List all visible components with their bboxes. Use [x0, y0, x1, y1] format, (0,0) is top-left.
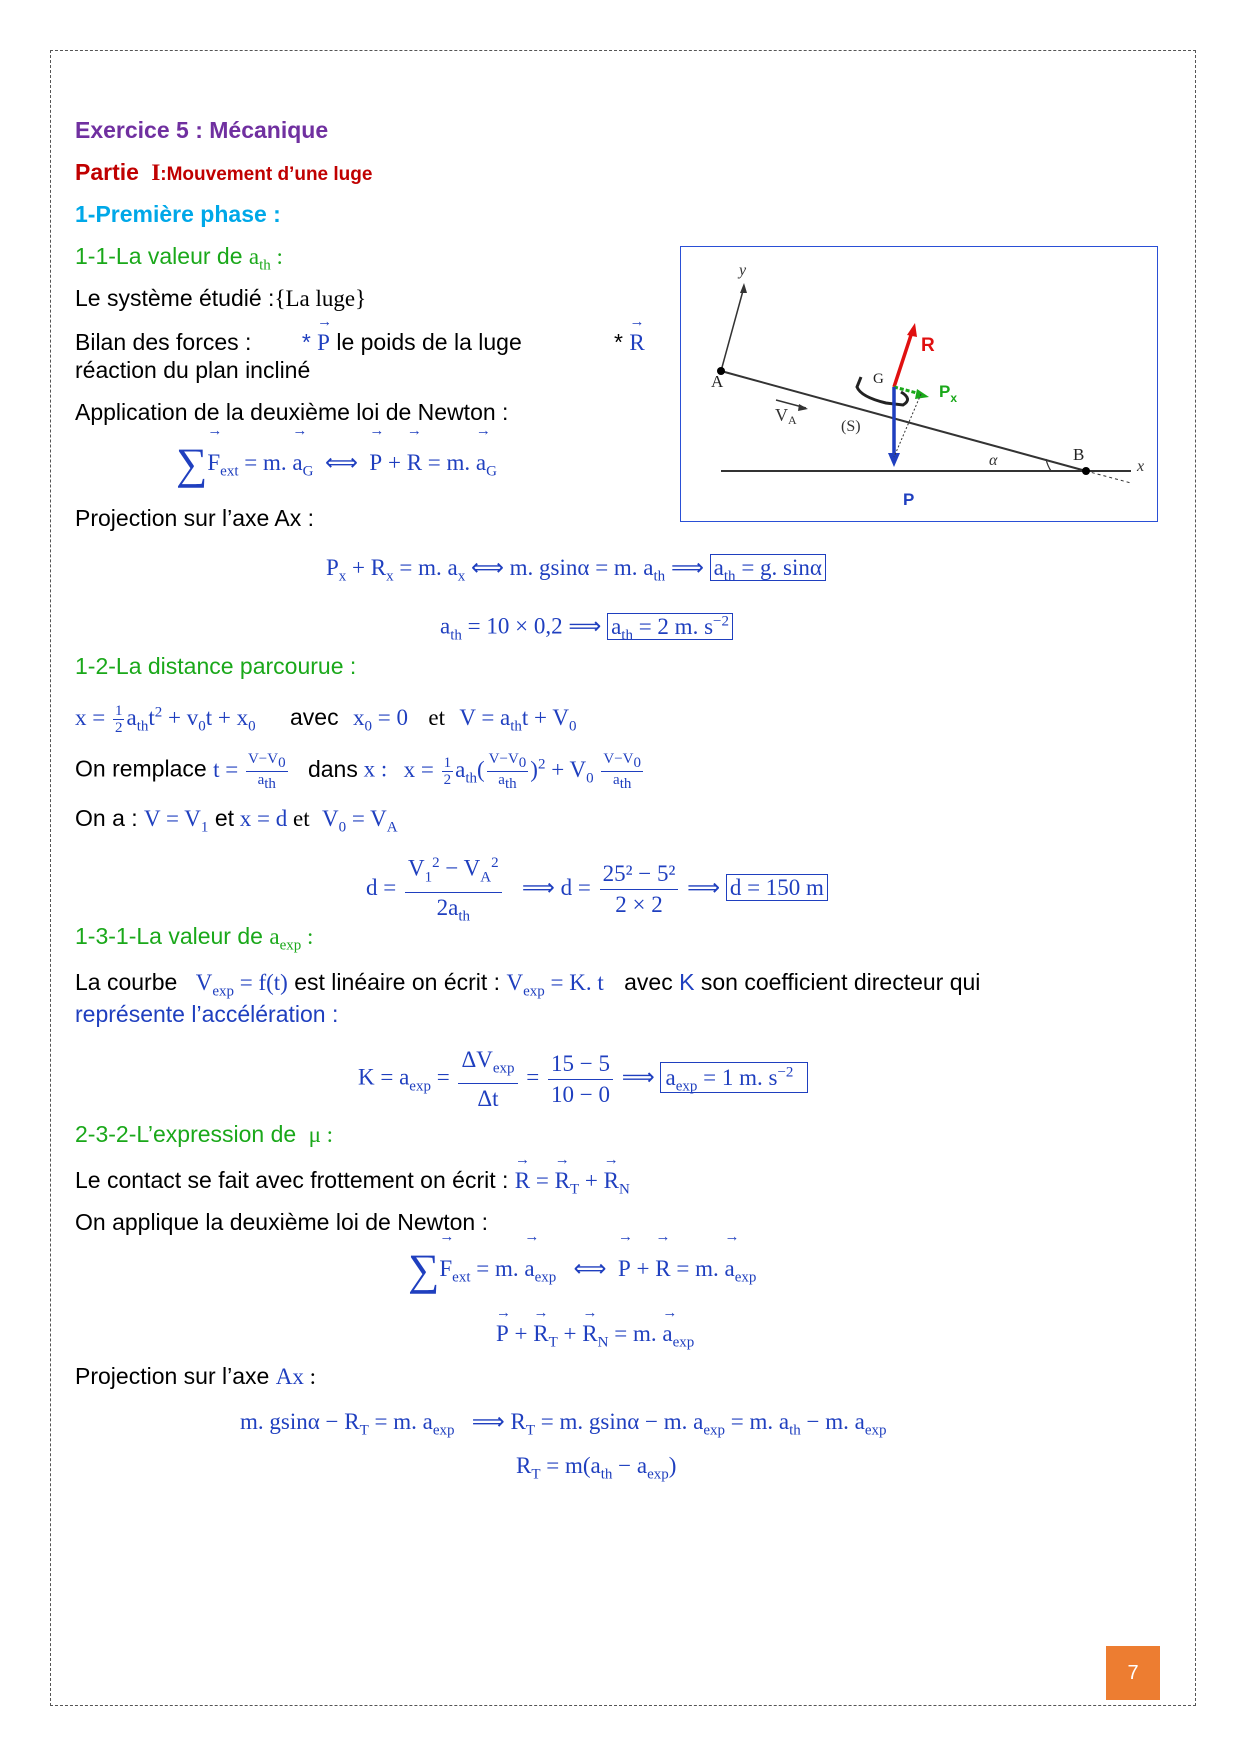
boxed-distance: d = 150 m	[726, 874, 828, 901]
projection-line-2: Projection sur l’axe Ax :	[75, 1363, 316, 1389]
newton-second-line: On applique la deuxième loi de Newton :	[75, 1209, 488, 1235]
x-label: x	[1137, 458, 1145, 475]
ona-et-2: et	[292, 806, 310, 831]
alpha-label: α	[989, 452, 998, 469]
s11-label: 1-1-La valeur de	[75, 243, 243, 269]
ona-et-1: et	[214, 805, 234, 831]
p-label: P	[903, 490, 915, 509]
bilan-r-text: réaction du plan incliné	[75, 357, 311, 383]
courbe-text-4: son coefficient directeur qui	[700, 969, 981, 995]
section-1-2-heading: 1-2-La distance parcourue :	[75, 653, 357, 679]
equation-rt-1: m. $gsin\alpha - R_T = m$. $a_{exp}$ ⟹ $R_T = m$. gsinα − m. $a_{exp} = m$. $a_{th} - m$. $a_{exp}$	[240, 1409, 887, 1439]
partie-title: :Mouvement d’une luge	[160, 164, 373, 185]
s232-label: 2-3-2-L’expression de	[75, 1121, 297, 1147]
section-2-3-2-heading	[75, 1120, 333, 1149]
s131-symbol: $a_{exp}$ :	[269, 924, 314, 954]
dans-word: dans	[307, 755, 358, 782]
systeme-line	[75, 284, 366, 313]
s11-symbol: $a_{th}$ :	[248, 244, 283, 274]
s131-label: 1-3-1-La valeur de	[75, 923, 263, 949]
r-label: R	[921, 335, 935, 356]
k-equation: $K = a_{exp}$ = $\frac{\Delta V_{exp}}{\Delta t}$ = $\frac{15 - 5}{10 - 0}$ ⟹ $a_{exp} = 1$ m. $s^{-2}$	[358, 1040, 808, 1118]
bilan-p-star: *	[301, 329, 318, 355]
section-1-3-1-heading	[75, 922, 313, 960]
ona-label: On a :	[75, 805, 138, 831]
proj2-ax: Ax	[275, 1364, 304, 1389]
bilan-r	[614, 328, 645, 357]
s-label: (S)	[841, 418, 861, 435]
remplace-label: On remplace	[75, 755, 207, 782]
bilan-r-star: *	[614, 329, 630, 355]
exercise-title: Exercice 5 : Mécanique	[75, 117, 329, 143]
courbe-text-3: avec	[624, 969, 673, 995]
systeme-label: Le système étudié :	[75, 285, 275, 311]
px-arrowhead	[915, 389, 929, 399]
courbe-line-1: La courbe $V_{exp} = f(t)$ est linéaire on écrit : $V_{exp} = K$. t avec K son coefficient directeur qui	[75, 969, 981, 1000]
courbe-line-2: représente l’accélération :	[75, 1001, 339, 1027]
systeme-value: {La luge}	[274, 286, 367, 311]
y-label: y	[739, 262, 747, 279]
reaction-force-arrow	[894, 329, 913, 387]
page-number-badge: 7	[1106, 1646, 1160, 1700]
contact-label: Le contact se fait avec frottement on écrit :	[75, 1167, 509, 1193]
s232-symbol: μ :	[308, 1122, 334, 1147]
courbe-text-2: est linéaire on écrit :	[294, 969, 501, 995]
figure-svg	[681, 247, 1156, 520]
distance-equation: d = $\frac{V_1^2 - V_A^2}{2a_{th}}$ ⟹ d = $\frac{\text{25² − 5²}}{2 \times 2}$ ⟹ d = 150 m	[366, 848, 828, 932]
ona-line: On a : $V = V_1$ et x = d et $V_0 = V_A$	[75, 805, 398, 836]
courbe-k: K	[679, 969, 695, 995]
point-b-dot	[1082, 467, 1090, 475]
newton-first-law-line: Application de la deuxième loi de Newton :	[75, 399, 509, 425]
x-axis-extension	[1086, 471, 1131, 483]
y-axis-arrowhead	[740, 283, 747, 293]
equation-forces-decomposed: → P + → $R_T$ + → $R_N = m$. → $a_{exp}$	[496, 1320, 694, 1357]
courbe-text-1: La courbe	[75, 969, 178, 995]
a-label: A	[711, 372, 724, 391]
va-label: VA	[775, 405, 797, 427]
bilan-r-symbol: → R	[629, 329, 644, 357]
section-1-1-heading	[75, 242, 283, 280]
bilan-p-symbol: → P	[317, 329, 330, 357]
inclined-plane-figure	[680, 246, 1158, 522]
velocity-arrowhead	[798, 404, 808, 411]
replace-line: On remplace t = $V-V_0$ $a_{th}$ dans x : x = $\frac{1}{2}$ $a_{th}$( $V-V_0$ $a_{th}$ )$^2 + V_0$ $V-V_0$ $a_{th}$	[75, 750, 641, 792]
equation-rt-2: $R_T = m(a_{th} - a_{exp})$	[516, 1453, 677, 1483]
reaction-arrowhead	[907, 323, 917, 337]
bilan-p-text: le poids de la luge	[329, 329, 522, 355]
partie-roman: I	[151, 160, 161, 185]
equation-ath-value: $a_{th} = 10 \times 0,2$ ⟹ $a_{th} = 2$ m. $s^{-2}$	[440, 607, 733, 649]
proj2-label: Projection sur l’axe	[75, 1363, 270, 1389]
et-word: et	[428, 704, 445, 730]
y-axis-line	[721, 287, 744, 371]
b-label: B	[1073, 445, 1085, 464]
equation-sum-forces-2: ∑→ $F_{ext} = m$. → $a_{exp}$ ⟺ → P + → R = m. → $a_{exp}$	[408, 1244, 756, 1303]
boxed-result-ath: $a_{th} = g$. sinα	[710, 554, 826, 581]
bilan-line	[75, 328, 522, 357]
bilan-label: Bilan des forces :	[75, 329, 252, 355]
equation-projection-1: $P_x + R_x = m$. $a_x$ ⟺ m. gsinα = m. $a_{th}$ ⟹ $a_{th} = g$. sinα	[326, 554, 826, 591]
contact-line: Le contact se fait avec frottement on écrit : → R = → $R_T$ + → $R_N$	[75, 1166, 630, 1204]
partie-heading	[75, 158, 372, 189]
g-label: G	[873, 371, 884, 387]
equation-sum-forces-1: ∑→ $F_{ext} = m$. → $a_G$ ⟺ → P + → R = m. → $a_G$	[176, 438, 497, 497]
projection-line-1: Projection sur l’axe Ax :	[75, 505, 315, 531]
boxed-result-ath-value: $a_{th} = 2$ m. $s^{-2}$	[607, 613, 733, 640]
partie-label: Partie	[75, 159, 139, 185]
boxed-aexp: $a_{exp} = 1$ m. $s^{-2}$	[660, 1062, 808, 1093]
position-equation-line: x = $\frac{1}{2}$ $a_{th}t^2 + v_0t + x_0$ avec $x_0 = 0$ et $V = a_{th}t + V_0$	[75, 702, 577, 736]
avec-word: avec	[290, 703, 339, 730]
weight-arrowhead	[888, 453, 900, 467]
px-label: $P_x$	[939, 382, 958, 405]
phase1-heading: 1-Première phase :	[75, 201, 281, 227]
